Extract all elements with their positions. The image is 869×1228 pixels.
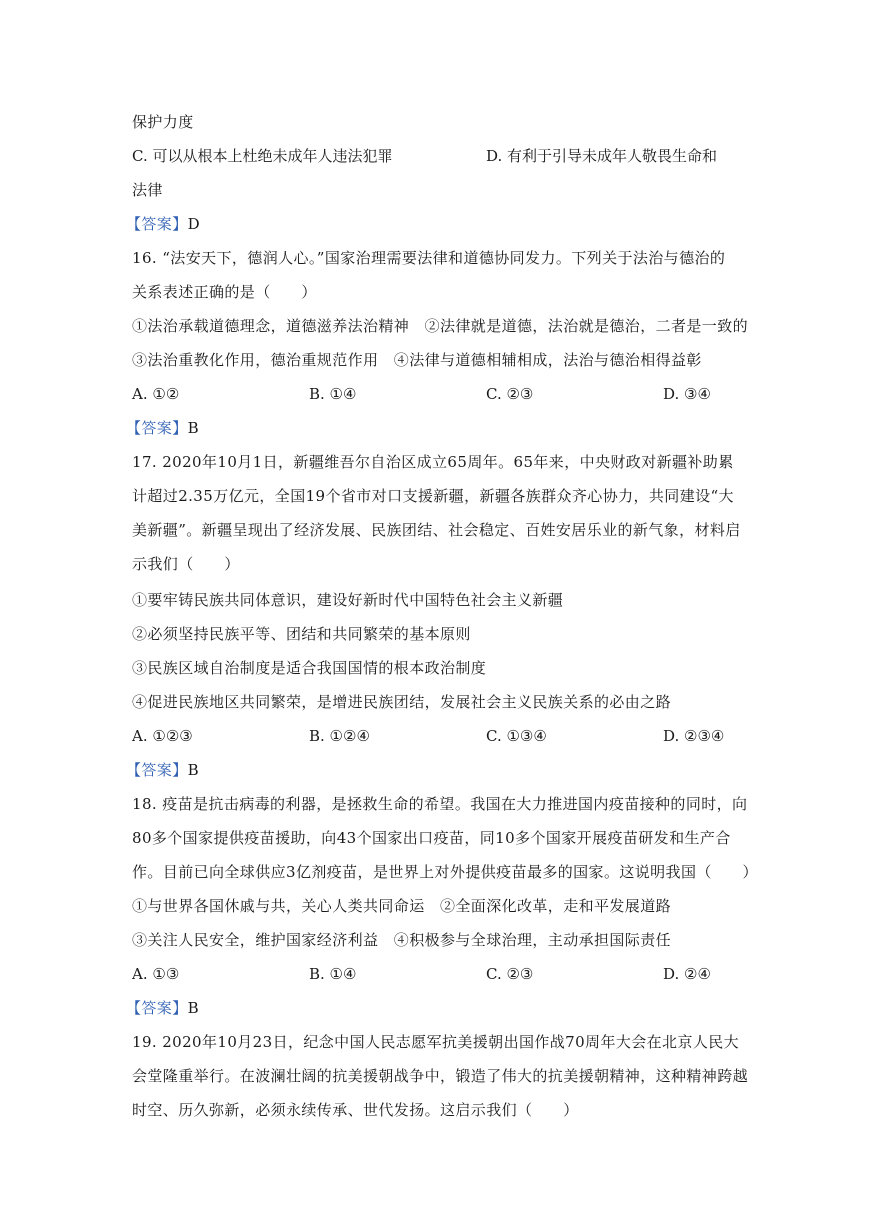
answer-value: B: [187, 419, 200, 437]
q17-statement-2: ②必须坚持民族平等、团结和共同繁荣的基本原则: [132, 625, 471, 643]
q18-statement-2: ③关注人民安全，维护国家经济利益 ④积极参与全球治理，主动承担国际责任: [132, 931, 672, 949]
q16-statement-1: ①法治承载道德理念，道德滋养法治精神 ②法律就是道德，法治就是德治，二者是一致的: [132, 317, 749, 335]
q16-answer: [126, 418, 199, 438]
q18-statement-1: ①与世界各国休戚与共，关心人类共同命运 ②全面深化改革，走和平发展道路: [132, 897, 672, 915]
q17-stem-line4: 示我们（ ）: [132, 555, 240, 573]
q19-stem-line2: 会堂隆重举行。在波澜壮阔的抗美援朝战争中，锻造了伟大的抗美援朝精神，这种精神跨越: [132, 1067, 749, 1085]
q15-option-c: C. 可以从根本上杜绝未成年人违法犯罪: [132, 147, 393, 165]
q16-option-c: C. ②③: [486, 385, 534, 403]
q18-option-b: B. ①④: [309, 965, 357, 983]
q18-stem-line1: 18. 疫苗是抗击病毒的利器，是拯救生命的希望。我国在大力推进国内疫苗接种的同时，向: [132, 795, 748, 813]
q15-continuation: 保护力度: [132, 113, 194, 131]
q18-answer: [126, 998, 199, 1018]
answer-label: 【答案】: [126, 761, 188, 779]
answer-label: 【答案】: [126, 215, 188, 233]
q17-option-b: B. ①②④: [309, 727, 370, 745]
q17-stem-line3: 美新疆”。新疆呈现出了经济发展、民族团结、社会稳定、百姓安居乐业的新气象，材料启: [132, 521, 741, 539]
q17-statement-4: ④促进民族地区共同繁荣，是增进民族团结，发展社会主义民族关系的必由之路: [132, 693, 672, 711]
q18-stem-line3: 作。目前已向全球供应3亿剂疫苗，是世界上对外提供疫苗最多的国家。这说明我国（ ）: [132, 863, 758, 881]
q18-option-a: A. ①③: [132, 965, 180, 983]
q17-answer: [126, 760, 199, 780]
q16-statement-2: ③法治重教化作用，德治重规范作用 ④法律与道德相辅相成，法治与德治相得益彰: [132, 351, 702, 369]
answer-value: D: [187, 215, 201, 233]
q17-statement-1: ①要牢铸民族共同体意识，建设好新时代中国特色社会主义新疆: [132, 591, 564, 609]
q18-stem-line2: 80多个国家提供疫苗援助，向43个国家出口疫苗，同10多个国家开展疫苗研发和生产合: [132, 829, 731, 847]
answer-label: 【答案】: [126, 999, 188, 1017]
q18-option-c: C. ②③: [486, 965, 534, 983]
q17-option-c: C. ①③④: [486, 727, 547, 745]
q16-stem-line1: 16. “法安天下，德润人心。”国家治理需要法律和道德协同发力。下列关于法治与德治的: [132, 249, 726, 267]
q15-answer: [126, 214, 200, 234]
q16-option-d: D. ③④: [663, 385, 711, 403]
q19-stem-line3: 时空、历久弥新，必须永续传承、世代发扬。这启示我们（ ）: [132, 1101, 579, 1119]
q16-option-b: B. ①④: [309, 385, 357, 403]
q17-option-d: D. ②③④: [663, 727, 725, 745]
q16-option-a: A. ①②: [132, 385, 180, 403]
q16-stem-line2: 关系表述正确的是（ ）: [132, 283, 317, 301]
q15-option-d-continuation: 法律: [132, 181, 163, 199]
answer-value: B: [187, 761, 200, 779]
q17-statement-3: ③民族区域自治制度是适合我国国情的根本政治制度: [132, 659, 487, 677]
q19-stem-line1: 19. 2020年10月23日，纪念中国人民志愿军抗美援朝出国作战70周年大会在北京人民大: [132, 1033, 740, 1051]
q17-option-a: A. ①②③: [132, 727, 193, 745]
answer-value: B: [187, 999, 200, 1017]
answer-label: 【答案】: [126, 419, 188, 437]
q17-stem-line2: 计超过2.35万亿元，全国19个省市对口支援新疆，新疆各族群众齐心协力，共同建设“大: [132, 487, 734, 505]
q18-option-d: D. ②④: [663, 965, 711, 983]
q15-option-d: D. 有利于引导未成年人敬畏生命和: [486, 147, 718, 165]
q17-stem-line1: 17. 2020年10月1日，新疆维吾尔自治区成立65周年。65年来，中央财政对新疆补助累: [132, 453, 734, 471]
